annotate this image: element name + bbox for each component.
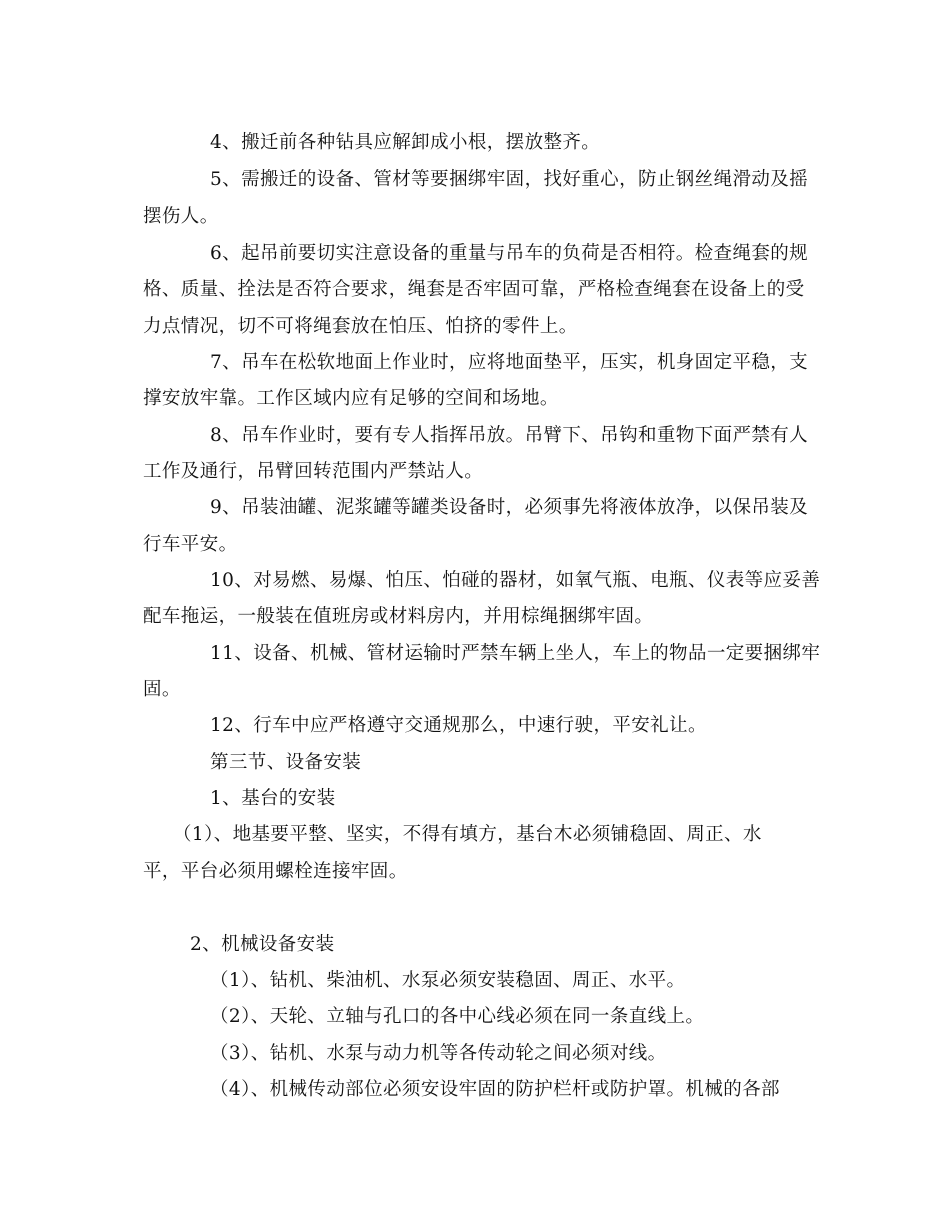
text-line: 力点情况，切不可将绳套放在怕压、怕挤的零件上。 — [143, 316, 578, 337]
text-line: 4、搬迁前各种钻具应解卸成小根，摆放整齐。 — [210, 132, 601, 153]
text-line: 11、设备、机械、管材运输时严禁车辆上坐人，车上的物品一定要捆绑牢 — [210, 643, 821, 664]
text-line: 7、吊车在松软地面上作业时，应将地面垫平，压实，机身固定平稳，支 — [210, 352, 809, 373]
text-line: （1）、钻机、柴油机、水泵必须安装稳固、周正、水平。 — [210, 970, 686, 991]
text-line: 9、吊装油罐、泥浆罐等罐类设备时，必须事先将液体放净，以保吊装及 — [210, 497, 809, 518]
section-heading: 第三节、设备安装 — [210, 752, 362, 773]
text-line: （1）、地基要平整、坚实，不得有填方，基台木必须铺稳固、周正、水 — [173, 824, 762, 845]
text-line: 固。 — [143, 679, 181, 700]
text-line: 12、行车中应严格遵守交通规那么，中速行驶，平安礼让。 — [210, 715, 707, 736]
subsection-heading: 2、机械设备安装 — [190, 934, 335, 955]
text-line: （4）、机械传动部位必须安设牢固的防护栏杆或防护罩。机械的各部 — [210, 1079, 780, 1100]
text-line: 6、起吊前要切实注意设备的重量与吊车的负荷是否相符。检查绳套的规 — [210, 243, 809, 264]
text-line: 配车拖运，一般装在值班房或材料房内，并用棕绳捆绑牢固。 — [143, 606, 654, 627]
text-line: 工作及通行，吊臂回转范围内严禁站人。 — [143, 461, 484, 482]
text-line: 5、需搬迁的设备、管材等要捆绑牢固，找好重心，防止钢丝绳滑动及摇 — [210, 169, 809, 190]
text-line: 行车平安。 — [143, 534, 238, 555]
text-line: （2）、天轮、立轴与孔口的各中心线必须在同一条直线上。 — [210, 1006, 705, 1027]
text-line: （3）、钻机、水泵与动力机等各传动轮之间必须对线。 — [210, 1043, 667, 1064]
text-line: 8、吊车作业时，要有专人指挥吊放。吊臂下、吊钩和重物下面严禁有人 — [210, 425, 809, 446]
subsection-heading: 1、基台的安装 — [210, 788, 336, 809]
text-line: 格、质量、拴法是否符合要求，绳套是否牢固可靠，严格检查绳套在设备上的受 — [143, 279, 805, 300]
text-line: 撑安放牢靠。工作区域内应有足够的空间和场地。 — [143, 388, 559, 409]
text-line: 10、对易燃、易爆、怕压、怕碰的器材，如氧气瓶、电瓶、仪表等应妥善 — [210, 570, 821, 591]
text-line: 摆伤人。 — [143, 206, 219, 227]
text-line: 平，平台必须用螺栓连接牢固。 — [143, 861, 408, 882]
